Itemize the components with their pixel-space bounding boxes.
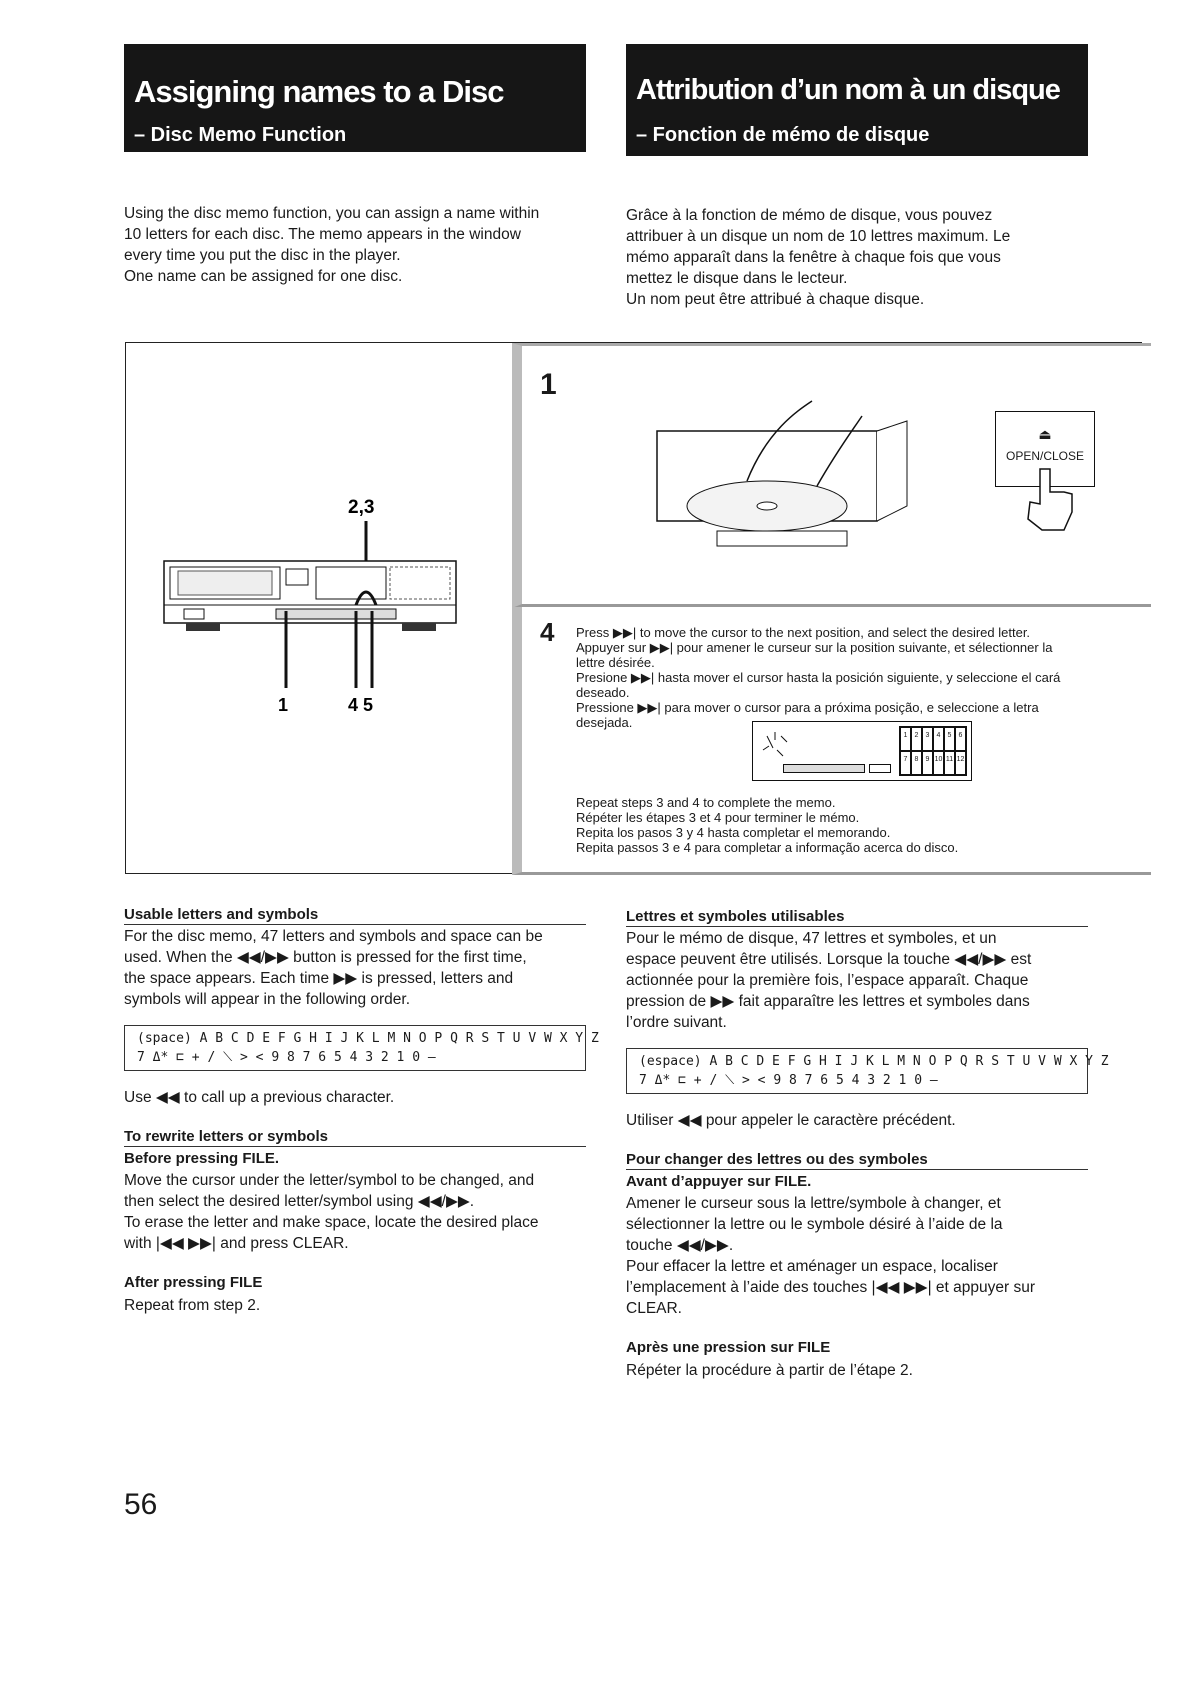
right-before-line: touche ◀◀/▶▶. — [626, 1237, 734, 1254]
left-usable-heading: Usable letters and symbols — [124, 906, 586, 925]
step4-number: 4 — [540, 617, 555, 647]
flashing-cursor-icon — [757, 726, 817, 762]
right-intro-line: Grâce à la fonction de mémo de disque, vous pouvez — [626, 207, 993, 224]
step4-line: Pressione ▶▶| para mover o cursor para a próxima posição, e seleccione a letra — [576, 700, 1039, 715]
grid-cell: 3 — [922, 727, 933, 751]
left-after-text: Repeat from step 2. — [124, 1297, 261, 1314]
right-usable-heading: Lettres et symboles utilisables — [626, 908, 1088, 927]
left-before-heading: Before pressing FILE. — [124, 1150, 280, 1167]
right-after-heading: Après une pression sur FILE — [626, 1339, 831, 1356]
left-usable-line: used. When the ◀◀/▶▶ button is pressed for the first time, — [124, 949, 527, 966]
grid-cell: 10 — [933, 751, 944, 775]
right-before-text — [626, 1193, 1035, 1319]
right-usable-line: Pour le mémo de disque, 47 lettres et symboles, et un — [626, 930, 997, 947]
repeat-line: Repita passos 3 e 4 para completar a informação acerca do disco. — [576, 840, 959, 855]
grid-cell: 11 — [944, 751, 955, 775]
pressing-hand-icon — [1020, 464, 1080, 534]
grid-cell: 7 — [900, 751, 911, 775]
repeat-line: Répéter les étapes 3 et 4 pour terminer le mémo. — [576, 810, 860, 825]
left-before-line: then select the desired letter/symbol using ◀◀/▶▶. — [124, 1193, 475, 1210]
right-intro-line: attribuer à un disque un nom de 10 lettres maximum. Le — [626, 228, 1011, 245]
grid-cell: 1 — [900, 727, 911, 751]
repeat-line: Repeat steps 3 and 4 to complete the memo. — [576, 795, 836, 810]
right-intro-line: Un nom peut être attribué à chaque disque. — [626, 291, 925, 308]
left-before-text — [124, 1170, 538, 1254]
right-before-line: CLEAR. — [626, 1300, 682, 1317]
symbol-line: 7 Δ* ⊏ + / ⟍ > < 9 8 7 6 5 4 3 2 1 0 – — [137, 1050, 436, 1065]
device-label-45: 4 5 — [348, 695, 374, 715]
number-grid — [899, 726, 967, 776]
right-intro-line: mémo apparaît dans la fenêtre à chaque fois que vous — [626, 249, 1001, 266]
symbol-line: 7 Δ* ⊏ + / ⟍ > < 9 8 7 6 5 4 3 2 1 0 – — [639, 1073, 938, 1088]
display-bar — [783, 764, 865, 773]
left-usable-line: For the disc memo, 47 letters and symbols and space can be — [124, 928, 543, 945]
right-usable-line: espace peuvent être utilisés. Lorsque la touche ◀◀/▶▶ est — [626, 951, 1032, 968]
right-before-line: l’emplacement à l’aide des touches |◀◀ ▶▶| et appuyer sur — [626, 1279, 1035, 1296]
step1-panel — [512, 343, 1151, 608]
device-label-23: 2,3 — [348, 497, 375, 518]
right-intro — [626, 205, 1010, 310]
left-before-line: Move the cursor under the letter/symbol to be changed, and — [124, 1172, 535, 1189]
grid-cell: 9 — [922, 751, 933, 775]
left-subtitle: – Disc Memo Function — [134, 124, 347, 146]
left-intro-line: One name can be assigned for one disc. — [124, 268, 403, 285]
left-title: Assigning names to a Disc — [134, 74, 504, 109]
left-intro — [124, 203, 539, 287]
grid-cell: 12 — [955, 751, 966, 775]
left-usable-line: the space appears. Each time ▶▶ is pressed, letters and — [124, 970, 514, 987]
left-usable-text — [124, 926, 543, 1010]
right-usable-line: pression de ▶▶ fait apparaître les lettres et symboles dans — [626, 993, 1030, 1010]
right-before-line: Amener le curseur sous la lettre/symbole à changer, et — [626, 1195, 1001, 1212]
right-title-banner — [626, 44, 1088, 156]
step4-line: Press ▶▶| to move the cursor to the next position, and select the desired letter. — [576, 625, 1031, 640]
left-use-prev: Use ◀◀ to call up a previous character. — [124, 1089, 395, 1106]
step4-line: lettre désirée. — [576, 655, 655, 670]
right-after-text: Répéter la procédure à partir de l’étape 2. — [626, 1362, 913, 1379]
right-before-heading: Avant d’appuyer sur FILE. — [626, 1173, 812, 1190]
page-number: 56 — [124, 1488, 158, 1521]
disc-tray-illustration — [637, 391, 937, 551]
left-usable-line: symbols will appear in the following order. — [124, 991, 411, 1008]
step4-line: deseado. — [576, 685, 630, 700]
cd-player-illustration — [126, 343, 506, 863]
right-use-prev: Utiliser ◀◀ pour appeler le caractère précédent. — [626, 1112, 956, 1129]
repeat-line: Repita los pasos 3 y 4 hasta completar el memorando. — [576, 825, 891, 840]
right-title: Attribution d’un nom à un disque — [636, 74, 1060, 106]
left-after-heading: After pressing FILE — [124, 1274, 263, 1291]
grid-cell: 8 — [911, 751, 922, 775]
grid-cell: 5 — [944, 727, 955, 751]
right-symbol-order-box — [626, 1048, 1109, 1094]
right-intro-line: mettez le disque dans le lecteur. — [626, 270, 848, 287]
device-label-1: 1 — [278, 695, 289, 715]
step4-line: Appuyer sur ▶▶| pour amener le curseur sur la position suivante, et sélectionner la — [576, 640, 1053, 655]
display-mini-box — [869, 764, 891, 773]
left-rewrite-heading: To rewrite letters or symbols — [124, 1128, 586, 1147]
left-before-line: To erase the letter and make space, locate the desired place — [124, 1214, 539, 1231]
step4-instructions — [576, 625, 1060, 730]
grid-cell: 2 — [911, 727, 922, 751]
right-usable-text — [626, 928, 1031, 1033]
eject-icon: ⏏ — [1038, 426, 1052, 442]
left-before-line: with |◀◀ ▶▶| and press CLEAR. — [124, 1235, 349, 1252]
symbol-line: (space) A B C D E F G H I J K L M N O P Q R S T U V W X Y Z — [137, 1031, 599, 1046]
left-intro-line: 10 letters for each disc. The memo appears in the window — [124, 226, 521, 243]
display-window-illustration — [752, 721, 972, 781]
illustration-frame — [125, 342, 1142, 874]
right-rewrite-heading: Pour changer des lettres ou des symboles — [626, 1151, 1088, 1170]
step1-number: 1 — [540, 368, 557, 401]
left-intro-line: Using the disc memo function, you can assign a name within — [124, 205, 540, 222]
grid-cell: 6 — [955, 727, 966, 751]
right-before-line: sélectionner la lettre ou le symbole désiré à l’aide de la — [626, 1216, 1003, 1233]
right-before-line: Pour effacer la lettre et aménager un espace, localiser — [626, 1258, 998, 1275]
step4-line: desejada. — [576, 715, 633, 730]
repeat-instructions — [576, 795, 958, 855]
symbol-line: (espace) A B C D E F G H I J K L M N O P Q R S T U V W X Y Z — [639, 1054, 1109, 1069]
step4-panel — [512, 607, 1151, 875]
left-title-banner — [124, 44, 586, 152]
right-usable-line: actionnée pour la première fois, l’espace apparaît. Chaque — [626, 972, 1029, 989]
open-close-label: OPEN/CLOSE — [1005, 449, 1085, 463]
left-symbol-order-box — [124, 1025, 599, 1071]
grid-cell: 4 — [933, 727, 944, 751]
right-usable-line: l’ordre suivant. — [626, 1014, 727, 1031]
right-subtitle: – Fonction de mémo de disque — [636, 124, 930, 146]
left-intro-line: every time you put the disc in the player. — [124, 247, 401, 264]
step4-line: Presione ▶▶| hasta mover el cursor hasta la posición siguiente, y seleccione el cará — [576, 670, 1061, 685]
